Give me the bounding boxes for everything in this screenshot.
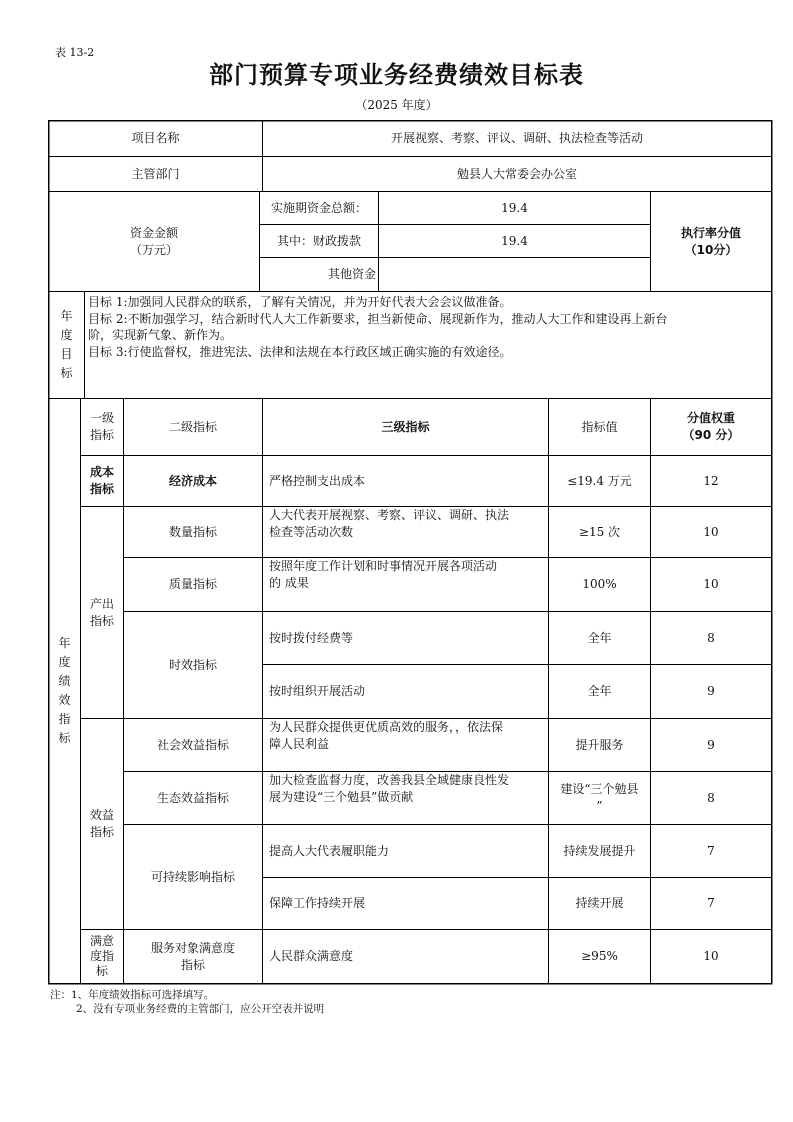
indicators-label-char: 度: [58, 655, 71, 669]
indicators-label-char: 年: [58, 636, 71, 650]
quantity-indicator-weight: 10: [703, 524, 719, 539]
execution-rate-line1: 执行率分值: [680, 225, 741, 240]
quantity-indicator-level2: 数量指标: [168, 524, 217, 539]
project-name-label: 项目名称: [131, 131, 180, 145]
benefit-l1-line1: 效益: [89, 808, 114, 822]
sustain1-indicator-value: 持续发展提升: [563, 843, 636, 858]
funds-fiscal-value: 19.4: [501, 233, 528, 248]
header-level2: 二级指标: [168, 419, 217, 434]
performance-indicators-label: [49, 399, 80, 983]
sustain1-indicator-level3: 提高人大代表履职能力: [269, 843, 390, 858]
eco-value-line1: 建设“三个勉县: [560, 782, 639, 796]
annual-goals-label-char: 目: [60, 347, 73, 361]
annual-goals-label-char: 度: [60, 328, 73, 342]
satisfaction-l1-line: 满意: [89, 934, 114, 948]
eco-indicator-level2: 生态效益指标: [156, 790, 229, 805]
goal-2-line1: 目标 2:不断加强学习，结合新时代人大工作新要求，担当新使命、展现新作为，推动人大工作和建设再上新台: [88, 311, 668, 326]
indicators-label-char: 指: [58, 712, 71, 726]
cost-indicator-level1: [81, 456, 123, 506]
footnote-1: 注：1、年度绩效指标可选择填写。: [50, 989, 215, 1001]
satisfaction-indicator-level1: [81, 930, 123, 983]
quality-indicator-level2: 质量指标: [168, 577, 217, 591]
footnote-2: 2、没有专项业务经费的主管部门，应公开空表并说明: [76, 1003, 325, 1015]
social-indicator-value: 提升服务: [575, 737, 624, 752]
fiscal-year: （2025 年度）: [355, 98, 438, 112]
funds-fiscal-label: 其中：财政拨款: [276, 233, 361, 248]
timeliness2-indicator-level3: 按时组织开展活动: [269, 684, 366, 698]
eco-indicator-value: [549, 772, 650, 824]
satisfaction-l1-line: 标: [95, 964, 108, 978]
sustain-indicator-level2: 可持续影响指标: [150, 869, 235, 884]
header-weight: [651, 399, 771, 455]
satisfaction-indicator-value: ≥95%: [581, 949, 618, 963]
satisfaction-indicator-level2: [124, 930, 262, 983]
quality-l3-line1: 按照年度工作计划和时事情况开展各项活动: [269, 559, 498, 573]
annual-goals-label-char: 标: [60, 366, 73, 380]
social-l3-line2: 障人民利益: [269, 737, 330, 751]
sustain2-indicator-weight: 7: [707, 896, 715, 910]
quantity-indicator-level3: [263, 507, 548, 557]
header-level3: 三级指标: [381, 419, 430, 434]
department-value: 勉县人大常委会办公室: [456, 166, 577, 181]
header-weight-line2: （90 分）: [682, 428, 740, 442]
indicators-label-char: 标: [58, 731, 71, 745]
social-l3-line1: 为人民群众提供更优质高效的服务，，依法保: [269, 720, 504, 734]
funds-total-label: 实施期资金总额：: [270, 200, 367, 215]
eco-indicator-level3: [263, 772, 548, 824]
funds-other-label: 其他资金: [327, 267, 376, 281]
satisfaction-l1-line: 度指: [89, 949, 114, 963]
department-label: 主管部门: [131, 166, 180, 181]
quantity-indicator-value: ≥15 次: [578, 524, 621, 539]
social-indicator-level3: [263, 719, 548, 771]
output-l1-line1: 产出: [89, 596, 114, 611]
social-indicator-level2: 社会效益指标: [156, 737, 229, 752]
timeliness1-indicator-weight: 8: [707, 630, 715, 645]
timeliness1-indicator-level3: 按时拨付经费等: [269, 630, 354, 645]
header-weight-line1: 分值权重: [686, 411, 735, 425]
goal-2-line2: 阶，实现新气象、新作为。: [88, 328, 233, 342]
satisfaction-indicator-level3: 人民群众满意度: [269, 949, 354, 963]
timeliness1-indicator-value: 全年: [587, 630, 612, 645]
timeliness-indicator-level2: 时效指标: [168, 657, 217, 672]
cost-indicator-level3: 严格控制支出成本: [269, 473, 366, 488]
quantity-l3-line1: 人大代表开展视察、考察、评议、调研、执法: [269, 508, 510, 522]
quality-indicator-level3: [263, 558, 548, 611]
timeliness2-indicator-weight: 9: [707, 684, 715, 698]
annual-goals-label-char: 年: [60, 309, 73, 323]
funds-label-line1: 资金金额: [129, 225, 178, 240]
cost-indicator-value: ≤19.4 万元: [567, 473, 632, 488]
execution-rate-line2: （10分）: [684, 242, 738, 257]
header-level1: [81, 399, 123, 455]
timeliness2-indicator-value: 全年: [587, 684, 612, 698]
cost-indicator-level2: 经济成本: [168, 473, 217, 488]
funds-label-line2: （万元）: [129, 242, 178, 257]
funds-label: [49, 192, 259, 291]
benefit-l1-line2: 指标: [89, 825, 114, 839]
eco-l3-line2: 展为建设“三个勉县”做贡献: [269, 790, 414, 804]
quantity-l3-line2: 检查等活动次数: [269, 525, 354, 539]
sustain2-indicator-value: 持续开展: [575, 896, 624, 910]
indicators-label-char: 绩: [58, 674, 71, 688]
output-l1-line2: 指标: [89, 613, 114, 628]
satisfaction-indicator-weight: 10: [703, 949, 719, 963]
benefit-indicator-level1: [81, 719, 123, 929]
project-name-value: 开展视察、考察、评议、调研、执法检查等活动: [390, 131, 643, 145]
page-title: 部门预算专项业务经费绩效目标表: [209, 61, 584, 89]
annual-goals-label: [49, 292, 84, 398]
header-level1-line2: 指标: [89, 428, 114, 442]
eco-indicator-weight: 8: [707, 790, 715, 805]
execution-rate-score: [651, 192, 771, 291]
cost-indicator-weight: 12: [703, 473, 719, 488]
cost-l1-line1: 成本: [89, 465, 114, 479]
goal-3: 目标 3:行使监督权，推进宪法、法律和法规在本行政区域正确实施的有效途径。: [88, 344, 512, 359]
quality-indicator-value: 100%: [582, 577, 617, 591]
indicators-label-char: 效: [58, 693, 71, 707]
eco-value-line2: ”: [596, 799, 603, 813]
quality-l3-line2: 的 成果: [269, 576, 309, 590]
output-indicator-level1: [81, 507, 123, 718]
goal-1: 目标 1:加强同人民群众的联系，了解有关情况，并为开好代表大会会议做准备。: [88, 295, 512, 309]
table-tag: 表 13-2: [55, 46, 95, 59]
funds-other-value: [379, 258, 650, 291]
satisfaction-l2-line1: 服务对象满意度: [150, 940, 235, 955]
cost-l1-line2: 指标: [89, 482, 114, 496]
sustain2-indicator-level3: 保障工作持续开展: [269, 896, 366, 910]
quality-indicator-weight: 10: [703, 577, 719, 591]
annual-goals-text: [88, 294, 768, 360]
satisfaction-l2-line2: 指标: [180, 957, 205, 972]
funds-total-value: 19.4: [501, 200, 528, 215]
header-value: 指标值: [581, 419, 618, 434]
social-indicator-weight: 9: [707, 737, 715, 752]
header-level1-line1: 一级: [89, 411, 114, 425]
eco-l3-line1: 加大检查监督力度，改善我县全域健康良性发: [269, 773, 510, 787]
sustain1-indicator-weight: 7: [707, 843, 715, 858]
